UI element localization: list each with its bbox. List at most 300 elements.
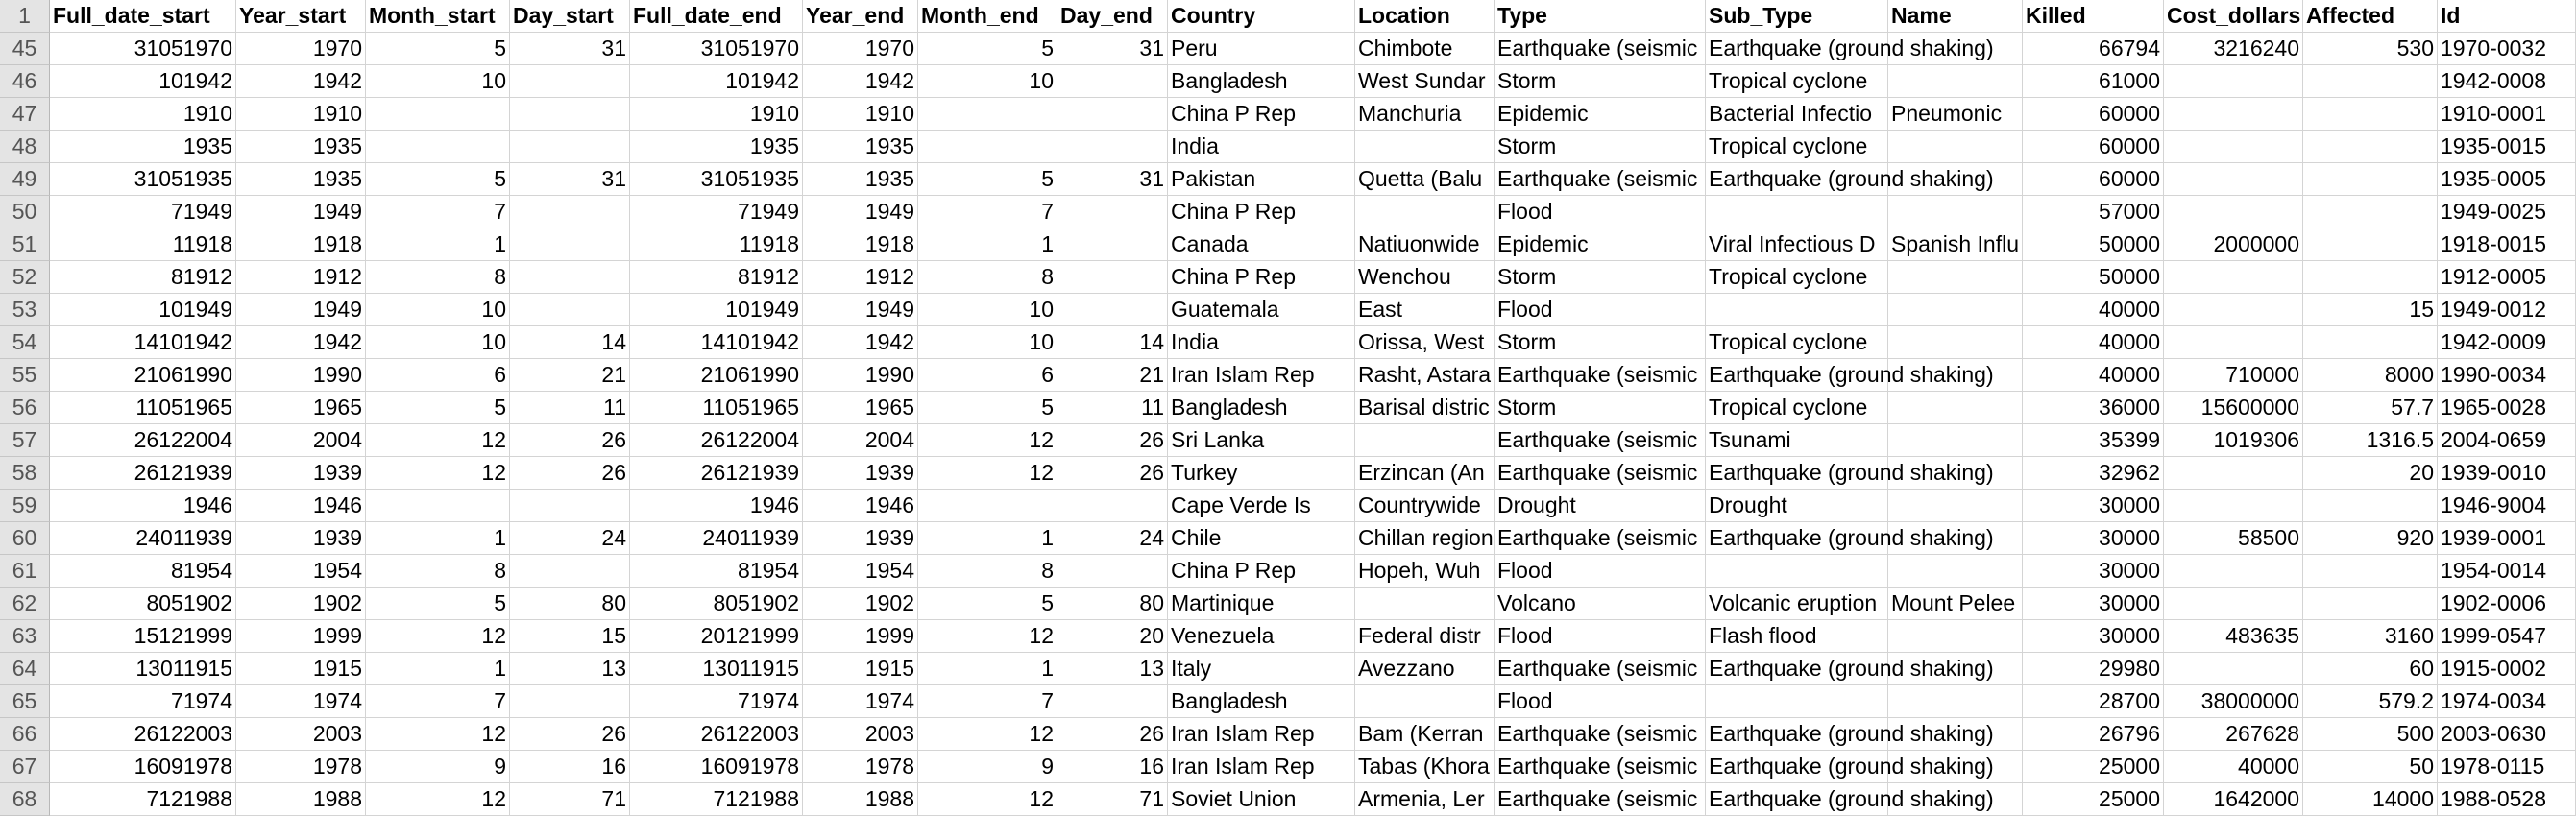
- table-cell[interactable]: [366, 98, 510, 131]
- table-cell[interactable]: 40000: [2023, 359, 2164, 392]
- table-cell[interactable]: 66794: [2023, 33, 2164, 65]
- table-cell[interactable]: 35399: [2023, 424, 2164, 457]
- table-cell[interactable]: Flood: [1495, 294, 1706, 326]
- table-cell[interactable]: [1888, 131, 2023, 163]
- column-header-name[interactable]: Name: [1888, 0, 2023, 33]
- table-cell[interactable]: Earthquake (ground shaking): [1706, 33, 1888, 65]
- table-cell[interactable]: [1355, 685, 1495, 718]
- table-cell[interactable]: [510, 65, 630, 98]
- table-cell[interactable]: 71974: [50, 685, 236, 718]
- table-cell[interactable]: [510, 294, 630, 326]
- table-cell[interactable]: 1974-0034: [2438, 685, 2576, 718]
- table-cell[interactable]: Earthquake (ground shaking): [1706, 718, 1888, 751]
- table-cell[interactable]: [1888, 751, 2023, 783]
- column-header-killed[interactable]: Killed: [2023, 0, 2164, 33]
- table-cell[interactable]: Drought: [1706, 490, 1888, 522]
- table-cell[interactable]: 81954: [50, 555, 236, 588]
- table-cell[interactable]: Barisal distric: [1355, 392, 1495, 424]
- table-cell[interactable]: 30000: [2023, 620, 2164, 653]
- table-cell[interactable]: 1942: [236, 65, 366, 98]
- table-cell[interactable]: 920: [2303, 522, 2438, 555]
- row-number[interactable]: 58: [0, 457, 50, 490]
- table-cell[interactable]: Orissa, West: [1355, 326, 1495, 359]
- table-cell[interactable]: [918, 131, 1057, 163]
- column-header-country[interactable]: Country: [1168, 0, 1355, 33]
- table-cell[interactable]: Earthquake (ground shaking): [1706, 653, 1888, 685]
- table-cell[interactable]: 1939: [236, 522, 366, 555]
- table-cell[interactable]: 25000: [2023, 751, 2164, 783]
- table-cell[interactable]: 1988-0528: [2438, 783, 2576, 816]
- table-cell[interactable]: [1057, 98, 1168, 131]
- table-cell[interactable]: [1057, 294, 1168, 326]
- table-cell[interactable]: Drought: [1495, 490, 1706, 522]
- row-number[interactable]: 59: [0, 490, 50, 522]
- table-cell[interactable]: 10: [366, 294, 510, 326]
- table-cell[interactable]: Iran Islam Rep: [1168, 718, 1355, 751]
- table-cell[interactable]: [1888, 163, 2023, 196]
- table-cell[interactable]: Iran Islam Rep: [1168, 359, 1355, 392]
- table-cell[interactable]: [1706, 555, 1888, 588]
- table-cell[interactable]: 1946: [630, 490, 803, 522]
- table-cell[interactable]: 26122003: [50, 718, 236, 751]
- table-cell[interactable]: 11051965: [630, 392, 803, 424]
- table-cell[interactable]: 1902-0006: [2438, 588, 2576, 620]
- table-cell[interactable]: 1910-0001: [2438, 98, 2576, 131]
- table-cell[interactable]: 101942: [630, 65, 803, 98]
- table-cell[interactable]: [2164, 490, 2303, 522]
- table-cell[interactable]: 3160: [2303, 620, 2438, 653]
- table-cell[interactable]: Flood: [1495, 620, 1706, 653]
- table-cell[interactable]: 1915-0002: [2438, 653, 2576, 685]
- table-cell[interactable]: 1942: [236, 326, 366, 359]
- table-cell[interactable]: [2303, 228, 2438, 261]
- table-cell[interactable]: 31: [510, 33, 630, 65]
- table-cell[interactable]: 1935-0005: [2438, 163, 2576, 196]
- table-cell[interactable]: 1949: [803, 294, 918, 326]
- column-header-affected[interactable]: Affected: [2303, 0, 2438, 33]
- table-cell[interactable]: 81912: [50, 261, 236, 294]
- table-cell[interactable]: 1915: [236, 653, 366, 685]
- table-cell[interactable]: Storm: [1495, 326, 1706, 359]
- table-cell[interactable]: 2004: [236, 424, 366, 457]
- table-cell[interactable]: [2164, 196, 2303, 228]
- table-cell[interactable]: [918, 98, 1057, 131]
- table-cell[interactable]: 101949: [630, 294, 803, 326]
- table-cell[interactable]: [1057, 555, 1168, 588]
- table-cell[interactable]: [2303, 555, 2438, 588]
- row-number[interactable]: 54: [0, 326, 50, 359]
- table-cell[interactable]: 40000: [2164, 751, 2303, 783]
- table-cell[interactable]: 26122004: [630, 424, 803, 457]
- table-cell[interactable]: 60000: [2023, 98, 2164, 131]
- table-cell[interactable]: 12: [366, 620, 510, 653]
- row-number-header[interactable]: 1: [0, 0, 50, 33]
- table-cell[interactable]: 20: [1057, 620, 1168, 653]
- table-cell[interactable]: 1019306: [2164, 424, 2303, 457]
- table-cell[interactable]: Quetta (Balu: [1355, 163, 1495, 196]
- table-cell[interactable]: [510, 131, 630, 163]
- table-cell[interactable]: Soviet Union: [1168, 783, 1355, 816]
- table-cell[interactable]: 1316.5: [2303, 424, 2438, 457]
- table-cell[interactable]: China P Rep: [1168, 555, 1355, 588]
- table-cell[interactable]: 26121939: [50, 457, 236, 490]
- table-cell[interactable]: 14: [1057, 326, 1168, 359]
- table-cell[interactable]: 20121999: [630, 620, 803, 653]
- table-cell[interactable]: 2000000: [2164, 228, 2303, 261]
- table-cell[interactable]: 1642000: [2164, 783, 2303, 816]
- table-cell[interactable]: 1912: [236, 261, 366, 294]
- column-header-full-date-end[interactable]: Full_date_end: [630, 0, 803, 33]
- table-cell[interactable]: 1946: [803, 490, 918, 522]
- table-cell[interactable]: 71: [1057, 783, 1168, 816]
- row-number[interactable]: 67: [0, 751, 50, 783]
- table-cell[interactable]: 710000: [2164, 359, 2303, 392]
- table-cell[interactable]: India: [1168, 131, 1355, 163]
- table-cell[interactable]: [2164, 588, 2303, 620]
- table-cell[interactable]: China P Rep: [1168, 261, 1355, 294]
- table-cell[interactable]: [1355, 131, 1495, 163]
- table-cell[interactable]: Flood: [1495, 555, 1706, 588]
- row-number[interactable]: 47: [0, 98, 50, 131]
- table-cell[interactable]: 1939: [803, 457, 918, 490]
- table-cell[interactable]: [2164, 98, 2303, 131]
- table-cell[interactable]: 1946: [50, 490, 236, 522]
- table-cell[interactable]: 31: [1057, 33, 1168, 65]
- table-cell[interactable]: 12: [918, 424, 1057, 457]
- table-cell[interactable]: [1057, 196, 1168, 228]
- row-number[interactable]: 63: [0, 620, 50, 653]
- table-cell[interactable]: Volcanic eruption: [1706, 588, 1888, 620]
- table-cell[interactable]: 12: [366, 457, 510, 490]
- table-cell[interactable]: 1949: [236, 294, 366, 326]
- table-cell[interactable]: [2303, 65, 2438, 98]
- table-cell[interactable]: 60000: [2023, 163, 2164, 196]
- table-cell[interactable]: 1935-0015: [2438, 131, 2576, 163]
- table-cell[interactable]: [1355, 196, 1495, 228]
- table-cell[interactable]: [1057, 685, 1168, 718]
- table-cell[interactable]: 2003-0630: [2438, 718, 2576, 751]
- table-cell[interactable]: Volcano: [1495, 588, 1706, 620]
- table-cell[interactable]: Pakistan: [1168, 163, 1355, 196]
- table-cell[interactable]: 24011939: [630, 522, 803, 555]
- table-cell[interactable]: 15: [2303, 294, 2438, 326]
- table-cell[interactable]: 1918-0015: [2438, 228, 2576, 261]
- table-cell[interactable]: Earthquake (seismic: [1495, 33, 1706, 65]
- table-cell[interactable]: Tsunami: [1706, 424, 1888, 457]
- table-cell[interactable]: 8051902: [50, 588, 236, 620]
- table-cell[interactable]: 1935: [803, 163, 918, 196]
- table-cell[interactable]: 8: [918, 261, 1057, 294]
- table-cell[interactable]: Epidemic: [1495, 228, 1706, 261]
- table-cell[interactable]: 26: [1057, 424, 1168, 457]
- table-cell[interactable]: Chimbote: [1355, 33, 1495, 65]
- table-cell[interactable]: 1978-0115: [2438, 751, 2576, 783]
- table-cell[interactable]: 3216240: [2164, 33, 2303, 65]
- table-cell[interactable]: 6: [918, 359, 1057, 392]
- table-cell[interactable]: Earthquake (seismic: [1495, 653, 1706, 685]
- table-cell[interactable]: 1988: [803, 783, 918, 816]
- table-cell[interactable]: 1935: [236, 163, 366, 196]
- table-cell[interactable]: 8000: [2303, 359, 2438, 392]
- table-cell[interactable]: Earthquake (ground shaking): [1706, 522, 1888, 555]
- table-cell[interactable]: 1990: [803, 359, 918, 392]
- table-cell[interactable]: [1888, 326, 2023, 359]
- table-cell[interactable]: 13: [1057, 653, 1168, 685]
- table-cell[interactable]: [2164, 261, 2303, 294]
- column-header-cost-dollars[interactable]: Cost_dollars: [2164, 0, 2303, 33]
- row-number[interactable]: 60: [0, 522, 50, 555]
- table-cell[interactable]: 10: [366, 65, 510, 98]
- table-cell[interactable]: Cape Verde Is: [1168, 490, 1355, 522]
- column-header-day-end[interactable]: Day_end: [1057, 0, 1168, 33]
- table-cell[interactable]: 10: [918, 65, 1057, 98]
- table-cell[interactable]: 28700: [2023, 685, 2164, 718]
- table-cell[interactable]: [1888, 65, 2023, 98]
- table-cell[interactable]: Wenchou: [1355, 261, 1495, 294]
- table-cell[interactable]: 1939-0010: [2438, 457, 2576, 490]
- table-cell[interactable]: 12: [918, 620, 1057, 653]
- table-cell[interactable]: 1935: [50, 131, 236, 163]
- table-cell[interactable]: 1910: [630, 98, 803, 131]
- table-cell[interactable]: Earthquake (seismic: [1495, 718, 1706, 751]
- table-cell[interactable]: [510, 685, 630, 718]
- table-cell[interactable]: 71: [510, 783, 630, 816]
- row-number[interactable]: 64: [0, 653, 50, 685]
- table-cell[interactable]: 9: [366, 751, 510, 783]
- table-cell[interactable]: 21: [1057, 359, 1168, 392]
- table-cell[interactable]: 11918: [630, 228, 803, 261]
- table-cell[interactable]: Rasht, Astara: [1355, 359, 1495, 392]
- table-cell[interactable]: 38000000: [2164, 685, 2303, 718]
- column-header-type[interactable]: Type: [1495, 0, 1706, 33]
- table-cell[interactable]: Natiuonwide: [1355, 228, 1495, 261]
- table-cell[interactable]: 1: [918, 228, 1057, 261]
- table-cell[interactable]: 26: [510, 457, 630, 490]
- table-cell[interactable]: 1974: [803, 685, 918, 718]
- row-number[interactable]: 57: [0, 424, 50, 457]
- table-cell[interactable]: Guatemala: [1168, 294, 1355, 326]
- table-cell[interactable]: 13011915: [630, 653, 803, 685]
- table-cell[interactable]: 50000: [2023, 261, 2164, 294]
- table-cell[interactable]: 12: [366, 718, 510, 751]
- table-cell[interactable]: 1: [366, 653, 510, 685]
- table-cell[interactable]: 5: [366, 163, 510, 196]
- table-cell[interactable]: [2164, 457, 2303, 490]
- table-cell[interactable]: 1912: [803, 261, 918, 294]
- table-cell[interactable]: [2303, 261, 2438, 294]
- table-cell[interactable]: 1935: [630, 131, 803, 163]
- table-cell[interactable]: Iran Islam Rep: [1168, 751, 1355, 783]
- column-header-month-start[interactable]: Month_start: [366, 0, 510, 33]
- table-cell[interactable]: 1954: [803, 555, 918, 588]
- table-cell[interactable]: 1999: [803, 620, 918, 653]
- table-cell[interactable]: 11: [1057, 392, 1168, 424]
- row-number[interactable]: 55: [0, 359, 50, 392]
- table-cell[interactable]: [1888, 685, 2023, 718]
- table-cell[interactable]: Earthquake (seismic: [1495, 783, 1706, 816]
- table-cell[interactable]: [1888, 457, 2023, 490]
- table-cell[interactable]: Tabas (Khora: [1355, 751, 1495, 783]
- table-cell[interactable]: 1: [918, 522, 1057, 555]
- table-cell[interactable]: [1057, 228, 1168, 261]
- table-cell[interactable]: Earthquake (ground shaking): [1706, 751, 1888, 783]
- table-cell[interactable]: 1942-0008: [2438, 65, 2576, 98]
- table-cell[interactable]: 16091978: [630, 751, 803, 783]
- table-cell[interactable]: 12: [918, 783, 1057, 816]
- column-header-id[interactable]: Id: [2438, 0, 2576, 33]
- table-cell[interactable]: Storm: [1495, 131, 1706, 163]
- table-cell[interactable]: 11: [510, 392, 630, 424]
- table-cell[interactable]: Countrywide: [1355, 490, 1495, 522]
- table-cell[interactable]: 61000: [2023, 65, 2164, 98]
- table-cell[interactable]: 10: [918, 294, 1057, 326]
- table-cell[interactable]: Venezuela: [1168, 620, 1355, 653]
- table-cell[interactable]: 1942: [803, 326, 918, 359]
- table-cell[interactable]: 500: [2303, 718, 2438, 751]
- table-cell[interactable]: 1974: [236, 685, 366, 718]
- table-cell[interactable]: 81912: [630, 261, 803, 294]
- row-number[interactable]: 61: [0, 555, 50, 588]
- table-cell[interactable]: Bacterial Infectio: [1706, 98, 1888, 131]
- table-cell[interactable]: [2303, 490, 2438, 522]
- table-cell[interactable]: 80: [1057, 588, 1168, 620]
- table-cell[interactable]: [2164, 653, 2303, 685]
- table-cell[interactable]: [1888, 783, 2023, 816]
- table-cell[interactable]: [2164, 131, 2303, 163]
- table-cell[interactable]: 12: [918, 457, 1057, 490]
- table-cell[interactable]: 1942-0009: [2438, 326, 2576, 359]
- table-cell[interactable]: 1954-0014: [2438, 555, 2576, 588]
- table-cell[interactable]: 71949: [50, 196, 236, 228]
- table-cell[interactable]: 1970-0032: [2438, 33, 2576, 65]
- table-cell[interactable]: 26122003: [630, 718, 803, 751]
- table-cell[interactable]: [2164, 294, 2303, 326]
- table-cell[interactable]: Earthquake (seismic: [1495, 751, 1706, 783]
- table-cell[interactable]: 21061990: [50, 359, 236, 392]
- table-cell[interactable]: China P Rep: [1168, 196, 1355, 228]
- table-cell[interactable]: 1: [366, 228, 510, 261]
- table-cell[interactable]: 16: [510, 751, 630, 783]
- table-cell[interactable]: 1965-0028: [2438, 392, 2576, 424]
- row-number[interactable]: 49: [0, 163, 50, 196]
- column-header-month-end[interactable]: Month_end: [918, 0, 1057, 33]
- table-cell[interactable]: 24011939: [50, 522, 236, 555]
- table-cell[interactable]: 57000: [2023, 196, 2164, 228]
- table-cell[interactable]: 14000: [2303, 783, 2438, 816]
- table-cell[interactable]: 1990-0034: [2438, 359, 2576, 392]
- column-header-year-start[interactable]: Year_start: [236, 0, 366, 33]
- table-cell[interactable]: Earthquake (seismic: [1495, 522, 1706, 555]
- table-cell[interactable]: [1706, 294, 1888, 326]
- table-cell[interactable]: 16091978: [50, 751, 236, 783]
- table-cell[interactable]: 1915: [803, 653, 918, 685]
- table-cell[interactable]: 6: [366, 359, 510, 392]
- table-cell[interactable]: 36000: [2023, 392, 2164, 424]
- table-cell[interactable]: Sri Lanka: [1168, 424, 1355, 457]
- table-cell[interactable]: 530: [2303, 33, 2438, 65]
- table-cell[interactable]: Chile: [1168, 522, 1355, 555]
- column-header-year-end[interactable]: Year_end: [803, 0, 918, 33]
- row-number[interactable]: 46: [0, 65, 50, 98]
- table-cell[interactable]: 8: [366, 555, 510, 588]
- table-cell[interactable]: 1949-0025: [2438, 196, 2576, 228]
- table-cell[interactable]: 267628: [2164, 718, 2303, 751]
- table-cell[interactable]: 1970: [236, 33, 366, 65]
- table-cell[interactable]: 2004: [803, 424, 918, 457]
- table-cell[interactable]: [1888, 261, 2023, 294]
- table-cell[interactable]: 11051965: [50, 392, 236, 424]
- table-cell[interactable]: 60: [2303, 653, 2438, 685]
- column-header-day-start[interactable]: Day_start: [510, 0, 630, 33]
- table-cell[interactable]: China P Rep: [1168, 98, 1355, 131]
- table-cell[interactable]: [918, 490, 1057, 522]
- table-cell[interactable]: 21061990: [630, 359, 803, 392]
- row-number[interactable]: 52: [0, 261, 50, 294]
- column-header-location[interactable]: Location: [1355, 0, 1495, 33]
- table-cell[interactable]: [510, 490, 630, 522]
- table-cell[interactable]: Storm: [1495, 392, 1706, 424]
- table-cell[interactable]: [1057, 261, 1168, 294]
- table-cell[interactable]: 71949: [630, 196, 803, 228]
- table-cell[interactable]: Tropical cyclone: [1706, 65, 1888, 98]
- table-cell[interactable]: [1888, 33, 2023, 65]
- table-cell[interactable]: Federal distr: [1355, 620, 1495, 653]
- table-cell[interactable]: 1918: [803, 228, 918, 261]
- table-cell[interactable]: 1935: [236, 131, 366, 163]
- table-cell[interactable]: 8: [366, 261, 510, 294]
- table-cell[interactable]: [1706, 196, 1888, 228]
- table-cell[interactable]: Earthquake (ground shaking): [1706, 163, 1888, 196]
- table-cell[interactable]: 101949: [50, 294, 236, 326]
- table-cell[interactable]: [1888, 294, 2023, 326]
- table-cell[interactable]: [1888, 555, 2023, 588]
- table-cell[interactable]: India: [1168, 326, 1355, 359]
- table-cell[interactable]: Mount Pelee: [1888, 588, 2023, 620]
- table-cell[interactable]: 7: [918, 196, 1057, 228]
- table-cell[interactable]: 30000: [2023, 490, 2164, 522]
- table-cell[interactable]: 21: [510, 359, 630, 392]
- table-cell[interactable]: Flood: [1495, 196, 1706, 228]
- table-cell[interactable]: Armenia, Ler: [1355, 783, 1495, 816]
- table-cell[interactable]: 26: [1057, 718, 1168, 751]
- table-cell[interactable]: 16: [1057, 751, 1168, 783]
- column-header-full-date-start[interactable]: Full_date_start: [50, 0, 236, 33]
- table-cell[interactable]: 32962: [2023, 457, 2164, 490]
- table-cell[interactable]: 1939-0001: [2438, 522, 2576, 555]
- table-cell[interactable]: 24: [1057, 522, 1168, 555]
- table-cell[interactable]: [1888, 653, 2023, 685]
- table-cell[interactable]: [1888, 490, 2023, 522]
- table-cell[interactable]: 1954: [236, 555, 366, 588]
- row-number[interactable]: 53: [0, 294, 50, 326]
- table-cell[interactable]: 1910: [803, 98, 918, 131]
- table-cell[interactable]: 1902: [236, 588, 366, 620]
- table-cell[interactable]: [2303, 588, 2438, 620]
- table-cell[interactable]: 80: [510, 588, 630, 620]
- table-cell[interactable]: 2003: [803, 718, 918, 751]
- table-cell[interactable]: 1999: [236, 620, 366, 653]
- table-cell[interactable]: [1057, 131, 1168, 163]
- table-cell[interactable]: 26: [510, 718, 630, 751]
- table-cell[interactable]: Storm: [1495, 65, 1706, 98]
- table-cell[interactable]: 12: [366, 424, 510, 457]
- table-cell[interactable]: Flood: [1495, 685, 1706, 718]
- row-number[interactable]: 66: [0, 718, 50, 751]
- table-cell[interactable]: 20: [2303, 457, 2438, 490]
- table-cell[interactable]: 1990: [236, 359, 366, 392]
- table-cell[interactable]: 1949: [236, 196, 366, 228]
- row-number[interactable]: 50: [0, 196, 50, 228]
